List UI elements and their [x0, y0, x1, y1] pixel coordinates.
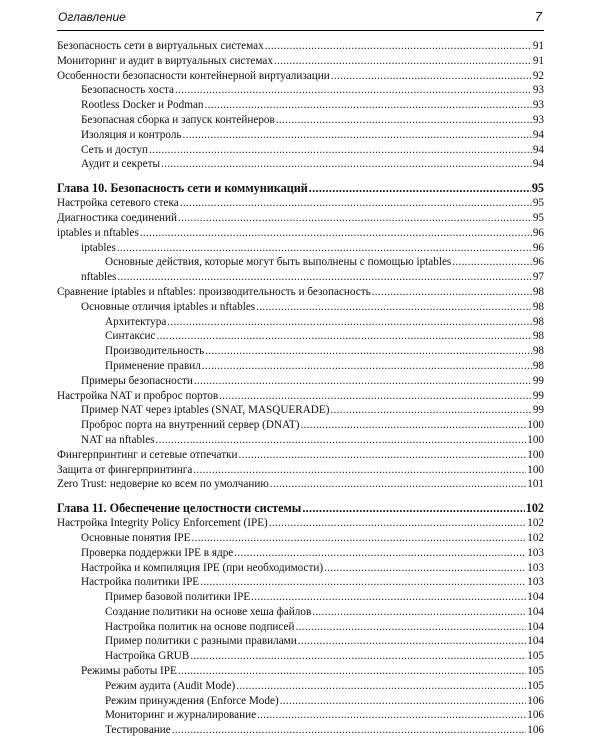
dot-leader	[372, 285, 532, 300]
dot-leader	[324, 561, 526, 576]
dot-leader	[175, 83, 532, 98]
toc-entry-page: 91	[532, 40, 544, 52]
toc-entry	[57, 561, 544, 576]
dot-leader	[193, 463, 526, 478]
toc-entry	[57, 620, 544, 635]
toc-entry-page: 106	[527, 709, 544, 722]
dot-leader	[180, 196, 532, 211]
toc-entry-page: 104	[527, 605, 544, 618]
toc-entry-page: 103	[527, 546, 544, 559]
toc-entry	[57, 226, 544, 241]
toc-entry	[57, 694, 544, 709]
toc-entry-title: nftables	[81, 271, 117, 284]
toc-entry-page: 104	[527, 635, 544, 648]
toc-entry-title: Настройка NAT и проброс портов	[57, 389, 219, 402]
dot-leader	[265, 39, 532, 54]
dot-leader	[200, 575, 526, 590]
dot-leader	[452, 255, 532, 270]
dot-leader	[300, 418, 526, 433]
toc-entry-page: 93	[532, 113, 544, 126]
dot-leader	[178, 211, 532, 226]
toc-entry-title: Сеть и доступ	[81, 143, 148, 156]
toc-entry-page: 95	[531, 181, 544, 196]
toc-entry-page: 98	[532, 285, 544, 298]
toc-entry	[57, 418, 544, 433]
toc-entry-page: 94	[532, 158, 544, 171]
toc-entry-page: 98	[532, 359, 544, 372]
toc-entry	[57, 403, 544, 418]
dot-leader	[194, 374, 532, 389]
toc-entry	[57, 448, 544, 463]
toc-entry	[57, 329, 544, 344]
toc-entry-title: Проверка поддержки IPE в ядре	[81, 546, 234, 559]
toc-entry-page: 101	[527, 478, 544, 491]
toc-entry-title: Режим принуждения (Enforce Mode)	[105, 694, 279, 707]
toc-entry-page: 104	[527, 591, 544, 604]
toc-entry	[57, 389, 544, 404]
toc-entry	[57, 679, 544, 694]
dot-leader	[312, 605, 526, 620]
dot-leader	[270, 477, 526, 492]
toc-entry-page: 103	[527, 576, 544, 589]
dot-leader	[156, 433, 527, 448]
toc-entry-title: Мониторинг и журналирование	[105, 709, 257, 722]
toc-entry-page: 98	[532, 300, 544, 313]
toc-entry-page: 98	[532, 330, 544, 343]
toc-chapter-heading	[57, 180, 544, 196]
toc-entry-page: 95	[532, 197, 544, 210]
toc-entry-page: 96	[532, 241, 544, 254]
toc-chapter-heading	[57, 500, 544, 516]
dot-leader	[172, 723, 526, 738]
toc-entry	[57, 300, 544, 315]
toc-entry	[57, 315, 544, 330]
dot-leader	[295, 620, 526, 635]
toc-entry	[57, 359, 544, 374]
toc-entry	[57, 605, 544, 620]
toc-entry-title: Архитектура	[105, 315, 167, 328]
toc-entry-title: Настройка GRUB	[105, 650, 190, 663]
dot-leader	[330, 403, 531, 418]
toc-entry-title: Настройка политики IPE	[81, 576, 200, 589]
toc-entry-title: Основные понятия IPE	[81, 531, 191, 544]
dot-leader	[309, 180, 531, 196]
chapter-spacer	[57, 492, 544, 500]
toc-entry	[57, 344, 544, 359]
dot-leader	[117, 270, 531, 285]
toc-entry	[57, 634, 544, 649]
toc-entry-title: Примеры безопасности	[81, 374, 193, 387]
toc-entry-page: 91	[532, 54, 544, 67]
toc-entry-title: Режим аудита (Audit Mode)	[105, 679, 236, 692]
toc-entry-title: Глава 11. Обеспечение целостности системы	[57, 501, 302, 516]
toc-entry-page: 93	[532, 84, 544, 97]
toc-entry-title: Zero Trust: недоверие ко всем по умолчанию	[57, 478, 269, 491]
toc-entry-title: Пример политики с разными правилами	[105, 635, 297, 648]
toc-entry	[57, 516, 544, 531]
dot-leader	[183, 128, 532, 143]
toc-entry-title: Сравнение iptables и nftables: производительность и безопасность	[57, 285, 371, 298]
toc-entry	[57, 433, 544, 448]
toc-entry	[57, 113, 544, 128]
toc-entry-title: Диагностика соединений	[57, 211, 178, 224]
running-header-title: Оглавление	[58, 10, 126, 24]
dot-leader	[205, 344, 532, 359]
dot-leader	[205, 98, 532, 113]
toc-entry	[57, 664, 544, 679]
dot-leader	[234, 546, 526, 561]
toc-entry-title: iptables	[81, 241, 116, 254]
toc-entry-page: 106	[527, 694, 544, 707]
toc-entry-title: Настройка и компиляция IPE (при необходимости)	[81, 561, 324, 574]
toc-entry	[57, 255, 544, 270]
dot-leader	[178, 664, 526, 679]
dot-leader	[149, 143, 532, 158]
toc-entry-title: Безопасная сборка и запуск контейнеров	[81, 113, 275, 126]
toc-entry-page: 92	[532, 69, 544, 82]
toc-entry-title: Безопасность хоста	[81, 84, 175, 97]
toc-entry-title: Настройка Integrity Policy Enforcement (IPE)	[57, 517, 268, 530]
dot-leader	[167, 315, 532, 330]
toc-entry	[57, 39, 544, 54]
toc-entry-title: Глава 10. Безопасность сети и коммуникаций	[57, 181, 308, 196]
toc-entry	[57, 270, 544, 285]
toc-entry-title: Настройка политик на основе подписей	[105, 620, 295, 633]
toc-entry-title: iptables и nftables	[57, 226, 139, 239]
toc-entry-page: 99	[532, 389, 544, 402]
toc-entry	[57, 98, 544, 113]
toc-entry	[57, 211, 544, 226]
toc-entry-page: 102	[527, 531, 544, 544]
dot-leader	[161, 157, 532, 172]
toc-entry-title: Аудит и секреты	[81, 158, 161, 171]
toc-entry-page: 103	[527, 561, 544, 574]
toc-entry-title: NAT на nftables	[81, 433, 155, 446]
dot-leader	[274, 54, 532, 69]
toc-entry	[57, 374, 544, 389]
toc-entry-title: Применение правил	[105, 359, 201, 372]
dot-leader	[236, 679, 526, 694]
chapter-spacer	[57, 172, 544, 180]
toc-entry-page: 97	[532, 271, 544, 284]
page-number: 7	[534, 9, 542, 24]
toc-entry-title: Защита от фингерпринтинга	[57, 463, 193, 476]
toc-entry-title: Создание политики на основе хеша файлов	[105, 605, 312, 618]
toc-entry-page: 100	[527, 433, 544, 446]
toc-entry	[57, 708, 544, 723]
toc-entry-title: Настройка сетевого стека	[57, 197, 179, 210]
toc-entry-title: Проброс порта на внутренний сервер (DNAT)	[81, 419, 300, 432]
dot-leader	[280, 694, 527, 709]
dot-leader	[219, 389, 532, 404]
toc-entry	[57, 575, 544, 590]
toc-entry-title: Изоляция и контроль	[81, 128, 182, 141]
toc-entry-title: Режимы работы IPE	[81, 665, 177, 678]
toc-entry-page: 105	[527, 650, 544, 663]
toc-entry	[57, 196, 544, 211]
toc-entry-title: Особенности безопасности контейнерной виртуализации	[57, 69, 330, 82]
dot-leader	[256, 300, 532, 315]
toc-entry-page: 104	[527, 620, 544, 633]
toc-entry	[57, 157, 544, 172]
dot-leader	[239, 448, 527, 463]
toc-entry	[57, 143, 544, 158]
dot-leader	[140, 226, 532, 241]
toc-entry-page: 94	[532, 143, 544, 156]
toc-entry	[57, 649, 544, 664]
dot-leader	[251, 590, 526, 605]
toc-entry	[57, 723, 544, 738]
toc-entry-title: Мониторинг и аудит в виртуальных системах	[57, 54, 273, 67]
toc-entry-title: Фингерпринтинг и сетевые отпечатки	[57, 448, 238, 461]
toc-entry	[57, 590, 544, 605]
toc-entry-page: 102	[527, 517, 544, 530]
toc-entry-page: 102	[525, 501, 544, 516]
toc-entry-page: 95	[532, 211, 544, 224]
dot-leader	[302, 500, 524, 516]
toc-entry-page: 99	[532, 374, 544, 387]
toc-entry	[57, 285, 544, 300]
dot-leader	[117, 241, 532, 256]
toc-entry-title: Производительность	[105, 345, 205, 358]
toc-entry-page: 105	[527, 679, 544, 692]
toc-entry-page: 100	[527, 419, 544, 432]
toc-entry-page: 98	[532, 315, 544, 328]
dot-leader	[190, 649, 526, 664]
toc-entry-page: 100	[527, 463, 544, 476]
toc-entry-title: Безопасность сети в виртуальных системах	[57, 40, 264, 52]
toc-entry-page: 105	[527, 665, 544, 678]
dot-leader	[257, 708, 526, 723]
dot-leader	[331, 69, 532, 84]
toc-entry	[57, 463, 544, 478]
toc-entry-title: Основные отличия iptables и nftables	[81, 300, 256, 313]
toc-entry-title: Синтаксис	[105, 330, 156, 343]
toc-entry-page: 94	[532, 128, 544, 141]
table-of-contents	[57, 39, 544, 738]
dot-leader	[192, 531, 527, 546]
toc-entry	[57, 546, 544, 561]
toc-entry-page: 96	[532, 256, 544, 269]
toc-entry	[57, 69, 544, 84]
toc-entry-title: Тестирование	[105, 724, 171, 737]
dot-leader	[269, 516, 526, 531]
toc-entry-page: 98	[532, 345, 544, 358]
toc-entry-title: Пример NAT через iptables (SNAT, MASQUERADE)	[81, 404, 330, 417]
toc-entry-page: 100	[527, 448, 544, 461]
toc-entry-title: Основные действия, которые могут быть выполнены с помощью iptables	[105, 256, 452, 269]
toc-entry	[57, 477, 544, 492]
toc-entry	[57, 128, 544, 143]
toc-entry-page: 99	[532, 404, 544, 417]
toc-entry-page: 106	[527, 724, 544, 737]
toc-entry-page: 96	[532, 226, 544, 239]
toc-entry	[57, 83, 544, 98]
dot-leader	[298, 634, 526, 649]
dot-leader	[276, 113, 532, 128]
dot-leader	[202, 359, 532, 374]
toc-entry-title: Rootless Docker и Podman	[81, 99, 204, 112]
toc-entry	[57, 531, 544, 546]
toc-entry-title: Пример базовой политики IPE	[105, 591, 251, 604]
running-header	[57, 8, 544, 31]
toc-entry-page: 93	[532, 99, 544, 112]
toc-entry	[57, 241, 544, 256]
dot-leader	[157, 329, 532, 344]
toc-entry	[57, 54, 544, 69]
